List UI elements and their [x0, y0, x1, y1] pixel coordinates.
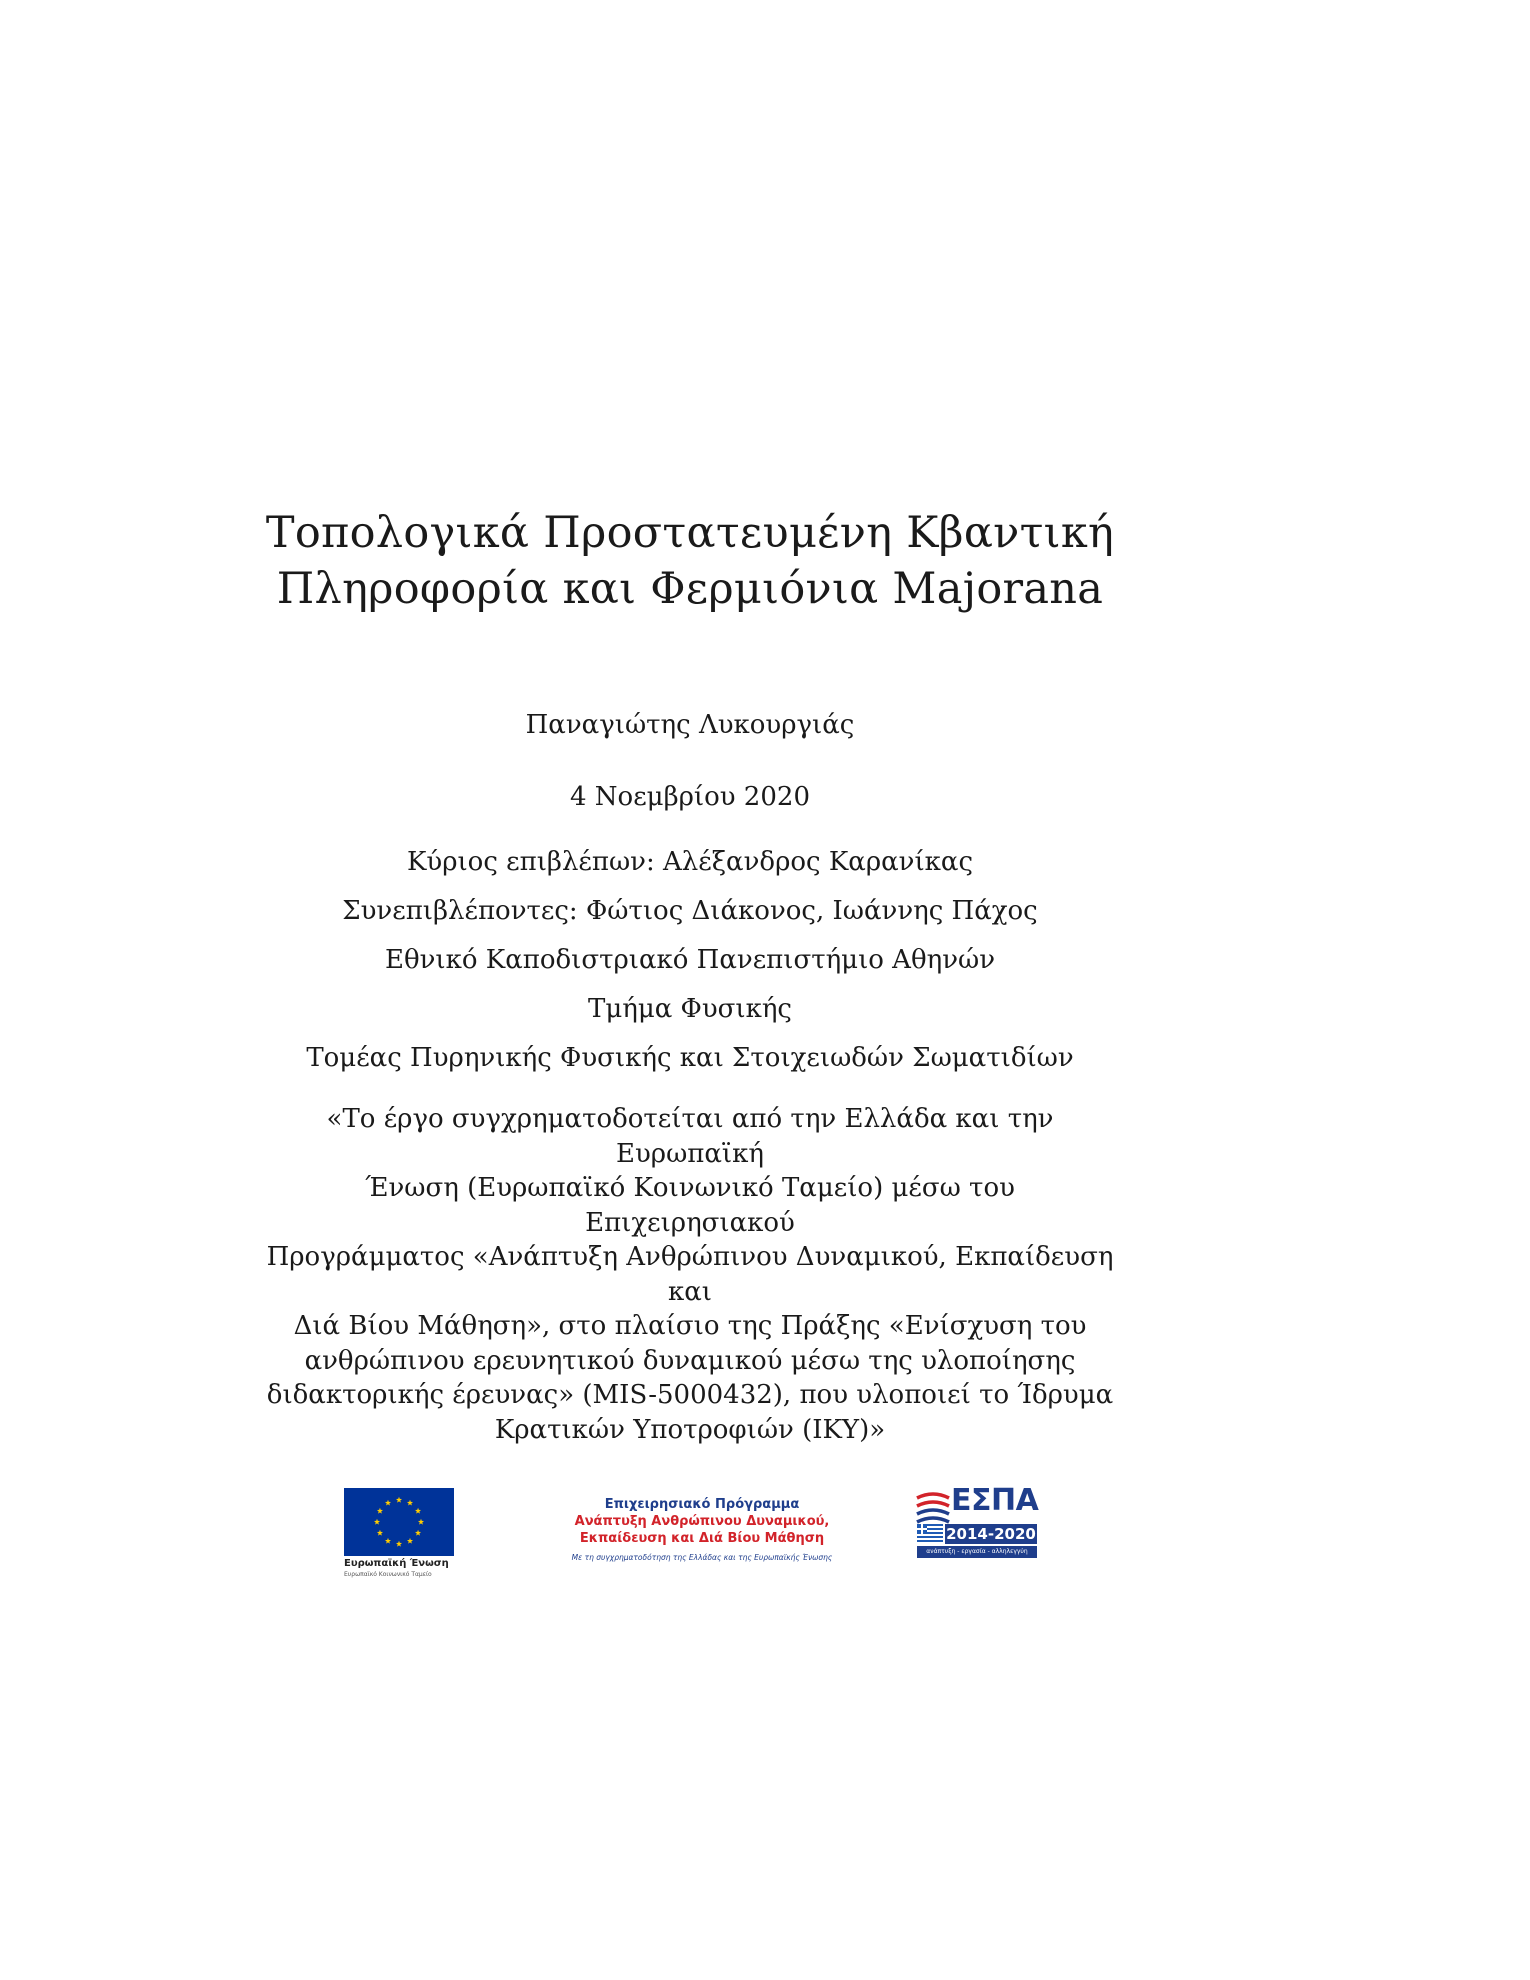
eu-star-icon	[396, 1497, 402, 1503]
eu-star-icon	[374, 1519, 380, 1525]
espa-logo	[915, 1483, 1040, 1564]
author-name: Παναγιώτης Λυκουργιάς	[525, 710, 855, 740]
funding-statement	[260, 1102, 1120, 1447]
funding-logos	[340, 1483, 1060, 1584]
program-name-line-2: Εκπαίδευση και Διά Βίου Μάθηση	[579, 1531, 825, 1546]
funding-line: Ένωση (Ευρωπαϊκό Κοινωνικό Ταμείο) μέσω του Επιχειρησιακού	[365, 1173, 1015, 1238]
eu-star-icon	[385, 1538, 391, 1544]
main-supervisor: Κύριος επιβλέπων: Αλέξανδρος Καρανίκας	[406, 847, 974, 877]
eu-star-icon	[377, 1530, 383, 1536]
thesis-title-line-2: Πληροφορία και Φερμιόνια Majorana	[276, 564, 1104, 614]
program-cofunding-note: Με τη συγχρηματοδότηση της Ελλάδας και της Ευρωπαϊκής Ένωσης	[571, 1553, 833, 1562]
espa-wordmark: ΕΣΠΑ	[951, 1483, 1039, 1518]
section-name: Τομέας Πυρηνικής Φυσικής και Στοιχειωδών Σωματιδίων	[306, 1043, 1074, 1073]
thesis-title-line-1: Τοπολογικά Προστατευμένη Κβαντική	[265, 508, 1115, 558]
eu-stars-icon	[344, 1488, 454, 1556]
funding-line: ανθρώπινου ερευνητικού δυναμικού μέσω της υλοποίησης	[304, 1345, 1076, 1376]
eu-star-icon	[415, 1530, 421, 1536]
greek-flag-icon	[917, 1524, 943, 1542]
eu-logo	[344, 1488, 454, 1584]
thesis-date: 4 Νοεμβρίου 2020	[570, 782, 810, 812]
espa-slogan: ανάπτυξη - εργασία - αλληλεγγύη	[917, 1546, 1037, 1558]
funding-line: διδακτορικής έρευνας» (MIS-5000432), που υλοποιεί το Ίδρυμα	[266, 1380, 1114, 1410]
thesis-title	[260, 505, 1120, 617]
eu-star-icon	[407, 1538, 413, 1544]
eu-subcaption: Ευρωπαϊκό Κοινωνικό Ταμείο	[344, 1571, 432, 1578]
university-name: Εθνικό Καποδιστριακό Πανεπιστήμιο Αθηνών	[384, 945, 996, 975]
program-name-line-1: Ανάπτυξη Ανθρώπινου Δυναμικού,	[574, 1514, 830, 1529]
program-title: Επιχειρησιακό Πρόγραμμα	[604, 1497, 800, 1512]
funding-line: Προγράμματος «Ανάπτυξη Ανθρώπινου Δυναμικού, Εκπαίδευση και	[266, 1242, 1114, 1307]
eu-caption: Ευρωπαϊκή Ένωση	[344, 1558, 449, 1569]
department-name: Τμήμα Φυσικής	[588, 994, 792, 1024]
eu-star-icon	[385, 1500, 391, 1506]
eu-flag-icon	[344, 1488, 454, 1556]
eu-star-icon	[377, 1508, 383, 1514]
eu-star-icon	[396, 1541, 402, 1547]
co-supervisors: Συνεπιβλέποντες: Φώτιος Διάκονος, Ιωάννης Πάχος	[342, 896, 1038, 926]
funding-line: Κρατικών Υποτροφιών (ΙΚΥ)»	[494, 1414, 886, 1445]
eu-star-icon	[415, 1508, 421, 1514]
eu-star-icon	[418, 1519, 424, 1525]
eu-star-icon	[407, 1500, 413, 1506]
funding-line: Διά Βίου Μάθηση», στο πλαίσιο της Πράξης «Ενίσχυση του	[293, 1311, 1087, 1341]
espa-years: 2014-2020	[946, 1525, 1036, 1543]
operational-program-logo	[522, 1496, 882, 1563]
funding-line: «Το έργο συγχρηματοδοτείται από την Ελλάδα και την Ευρωπαϊκή	[326, 1104, 1054, 1169]
